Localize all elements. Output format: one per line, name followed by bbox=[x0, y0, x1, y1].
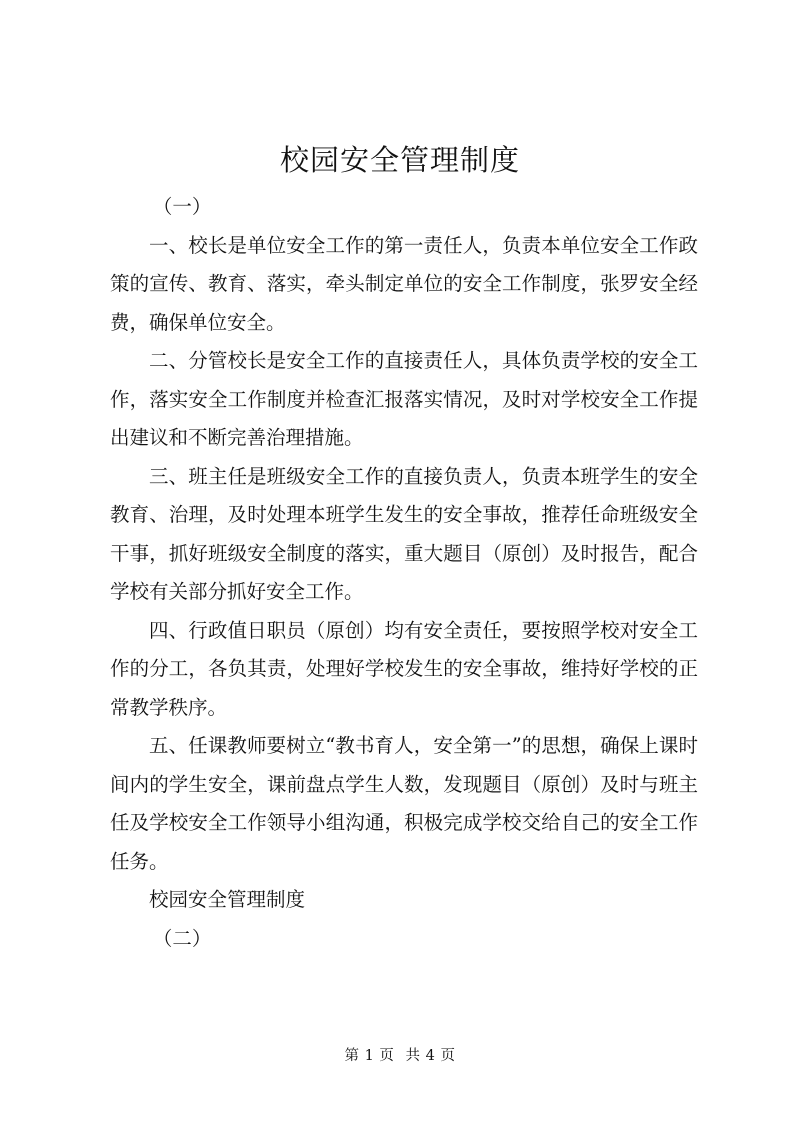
section-number-1: （一） bbox=[152, 195, 212, 218]
page-footer bbox=[0, 1046, 800, 1066]
section-number-2: （二） bbox=[152, 926, 212, 950]
paragraph-1: 一、校长是单位安全工作的第一责任人，负责本单位安全工作政策的宣传、教育、落实，牵头制定单位的安全工作制度，张罗安全经费，确保单位安全。 bbox=[110, 233, 698, 334]
paragraph-3: 三、班主任是班级安全工作的直接负责人，负责本班学生的安全教育、治理，及时处理本班学生发生的安全事故，推荐任命班级安全干事，抓好班级安全制度的落实，重大题目（原创）及时报告，配合学校有关部分抓好安全工作。 bbox=[110, 464, 698, 603]
paragraph-5: 五、任课教师要树立“教书育人，安全第一”的思想，确保上课时间内的学生安全，课前盘点学生人数，发现题目（原创）及时与班主任及学校安全工作领导小组沟通，积极完成学校交给自己的安全工作任务。 bbox=[110, 734, 698, 873]
document-body bbox=[110, 188, 698, 958]
paragraph-4: 四、行政值日职员（原创）均有安全责任，要按照学校对安全工作的分工，各负其责，处理好学校发生的安全事故，维持好学校的正常教学秩序。 bbox=[110, 618, 698, 719]
document-title: 校园安全管理制度 bbox=[279, 143, 520, 177]
subtitle-line: 校园安全管理制度 bbox=[149, 888, 306, 911]
paragraph-2: 二、分管校长是安全工作的直接责任人，具体负责学校的安全工作，落实安全工作制度并检查汇报落实情况，及时对学校安全工作提出建议和不断完善治理措施。 bbox=[110, 349, 698, 449]
page-number: 第 1 页 bbox=[344, 1048, 395, 1064]
page-total: 共 4 页 bbox=[405, 1048, 456, 1064]
